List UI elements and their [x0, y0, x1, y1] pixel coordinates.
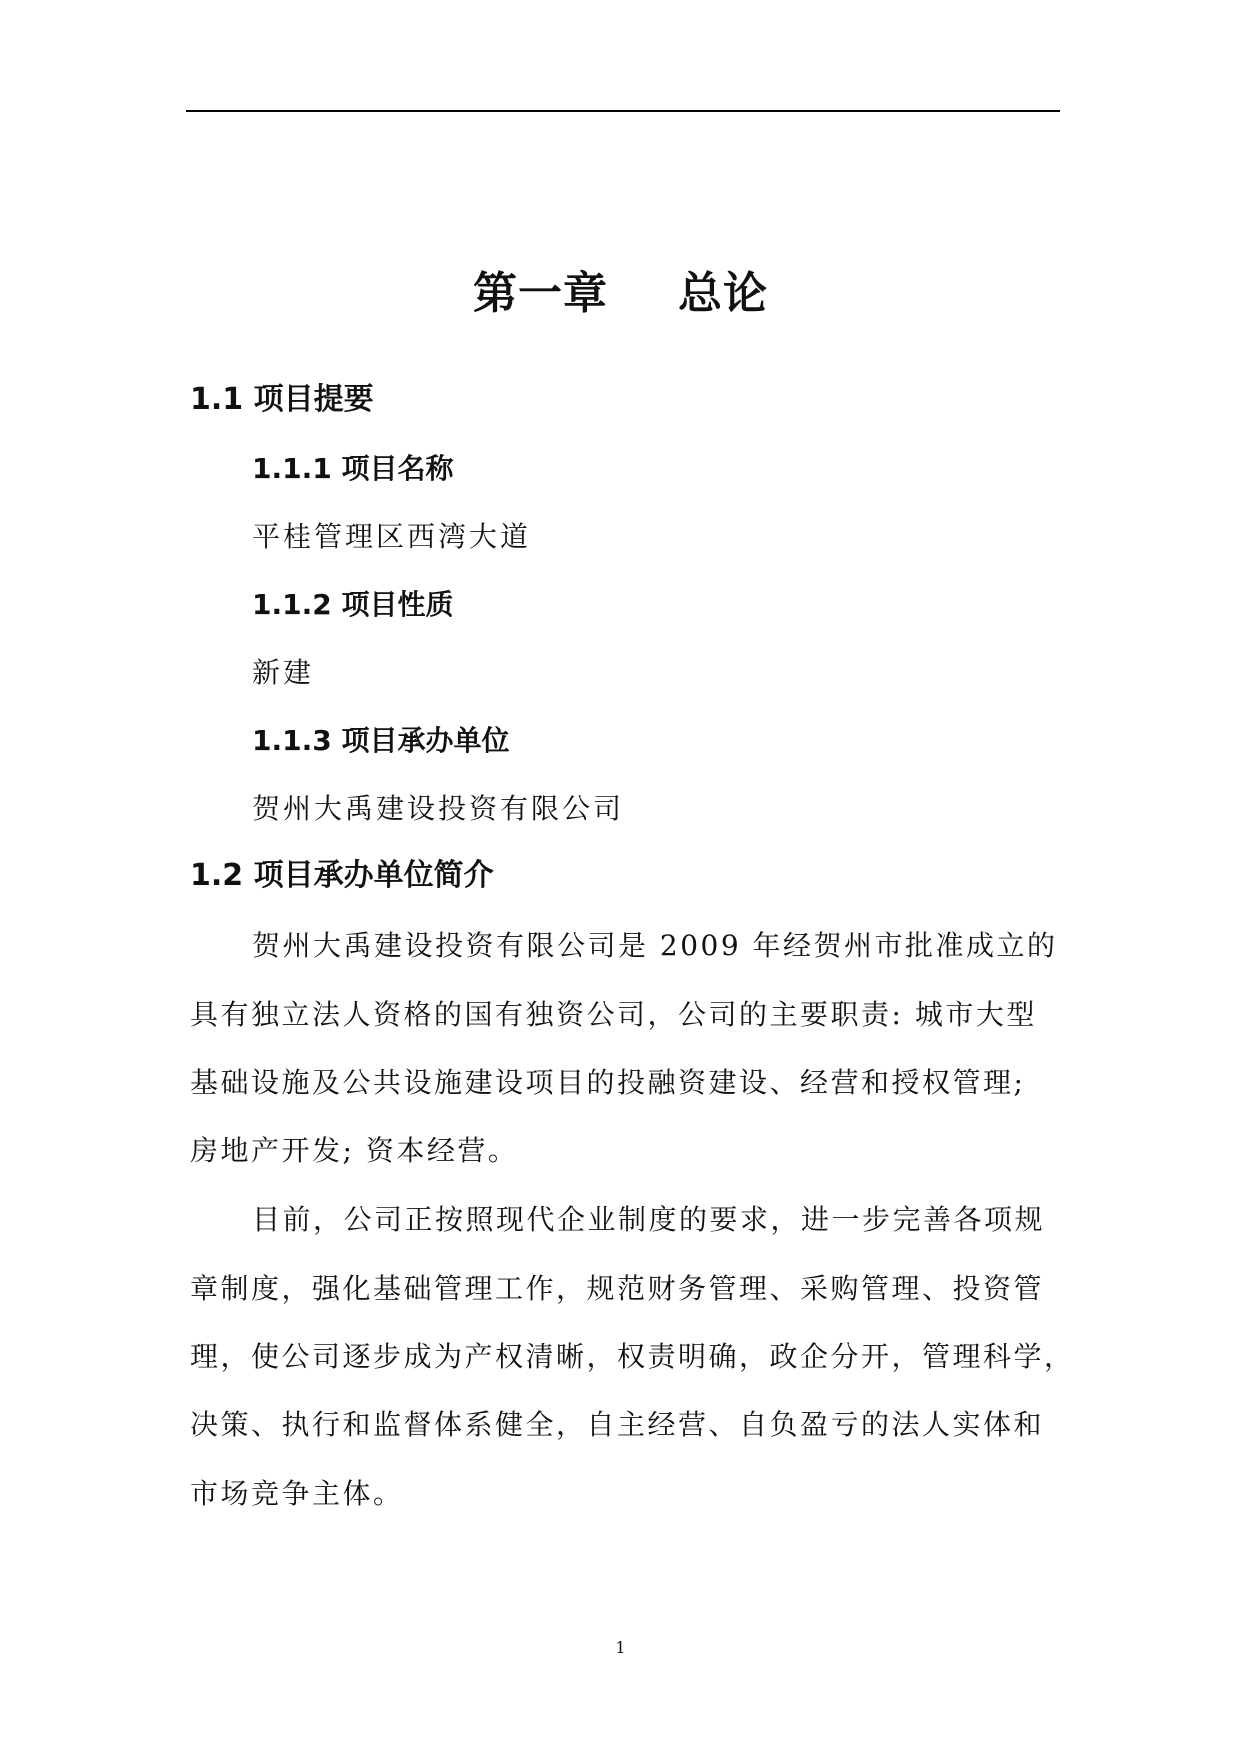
- paragraph-line: 具有独立法人资格的国有独资公司，公司的主要职责: 城市大型: [190, 998, 1037, 1031]
- header-rule: [186, 110, 1060, 112]
- project-undertaker-value: 贺州大禹建设投资有限公司: [252, 792, 625, 825]
- subsection-heading-1-1-1: 1.1.1 项目名称: [252, 452, 454, 485]
- paragraph-line: 决策、执行和监督体系健全，自主经营、自负盈亏的法人实体和: [190, 1408, 1045, 1441]
- paragraph-line: 基础设施及公共设施建设项目的投融资建设、经营和授权管理;: [190, 1066, 1026, 1099]
- paragraph-line: 章制度，强化基础管理工作，规范财务管理、采购管理、投资管: [190, 1272, 1045, 1305]
- section-heading-1-1: 1.1 项目提要: [190, 382, 374, 417]
- subsection-heading-1-1-3: 1.1.3 项目承办单位: [252, 724, 510, 757]
- project-nature-value: 新建: [252, 656, 315, 689]
- paragraph-line: 房地产开发; 资本经营。: [190, 1134, 519, 1167]
- paragraph-line: 理，使公司逐步成为产权清晰，权责明确，政企分开，管理科学，: [190, 1340, 1075, 1373]
- project-name-value: 平桂管理区西湾大道: [252, 520, 532, 553]
- paragraph-line: 贺州大禹建设投资有限公司是 2009 年经贺州市批准成立的: [252, 929, 1058, 962]
- paragraph-line: 市场竞争主体。: [190, 1477, 404, 1510]
- chapter-title-text: 总论: [678, 268, 768, 319]
- page-number: 1: [615, 1638, 626, 1657]
- paragraph-line: 目前，公司正按照现代企业制度的要求，进一步完善各项规: [252, 1203, 1046, 1236]
- chapter-number-label: 第一章: [473, 268, 608, 319]
- subsection-heading-1-1-2: 1.1.2 项目性质: [252, 588, 454, 621]
- chapter-title: [0, 264, 1241, 324]
- section-heading-1-2: 1.2 项目承办单位简介: [190, 858, 494, 893]
